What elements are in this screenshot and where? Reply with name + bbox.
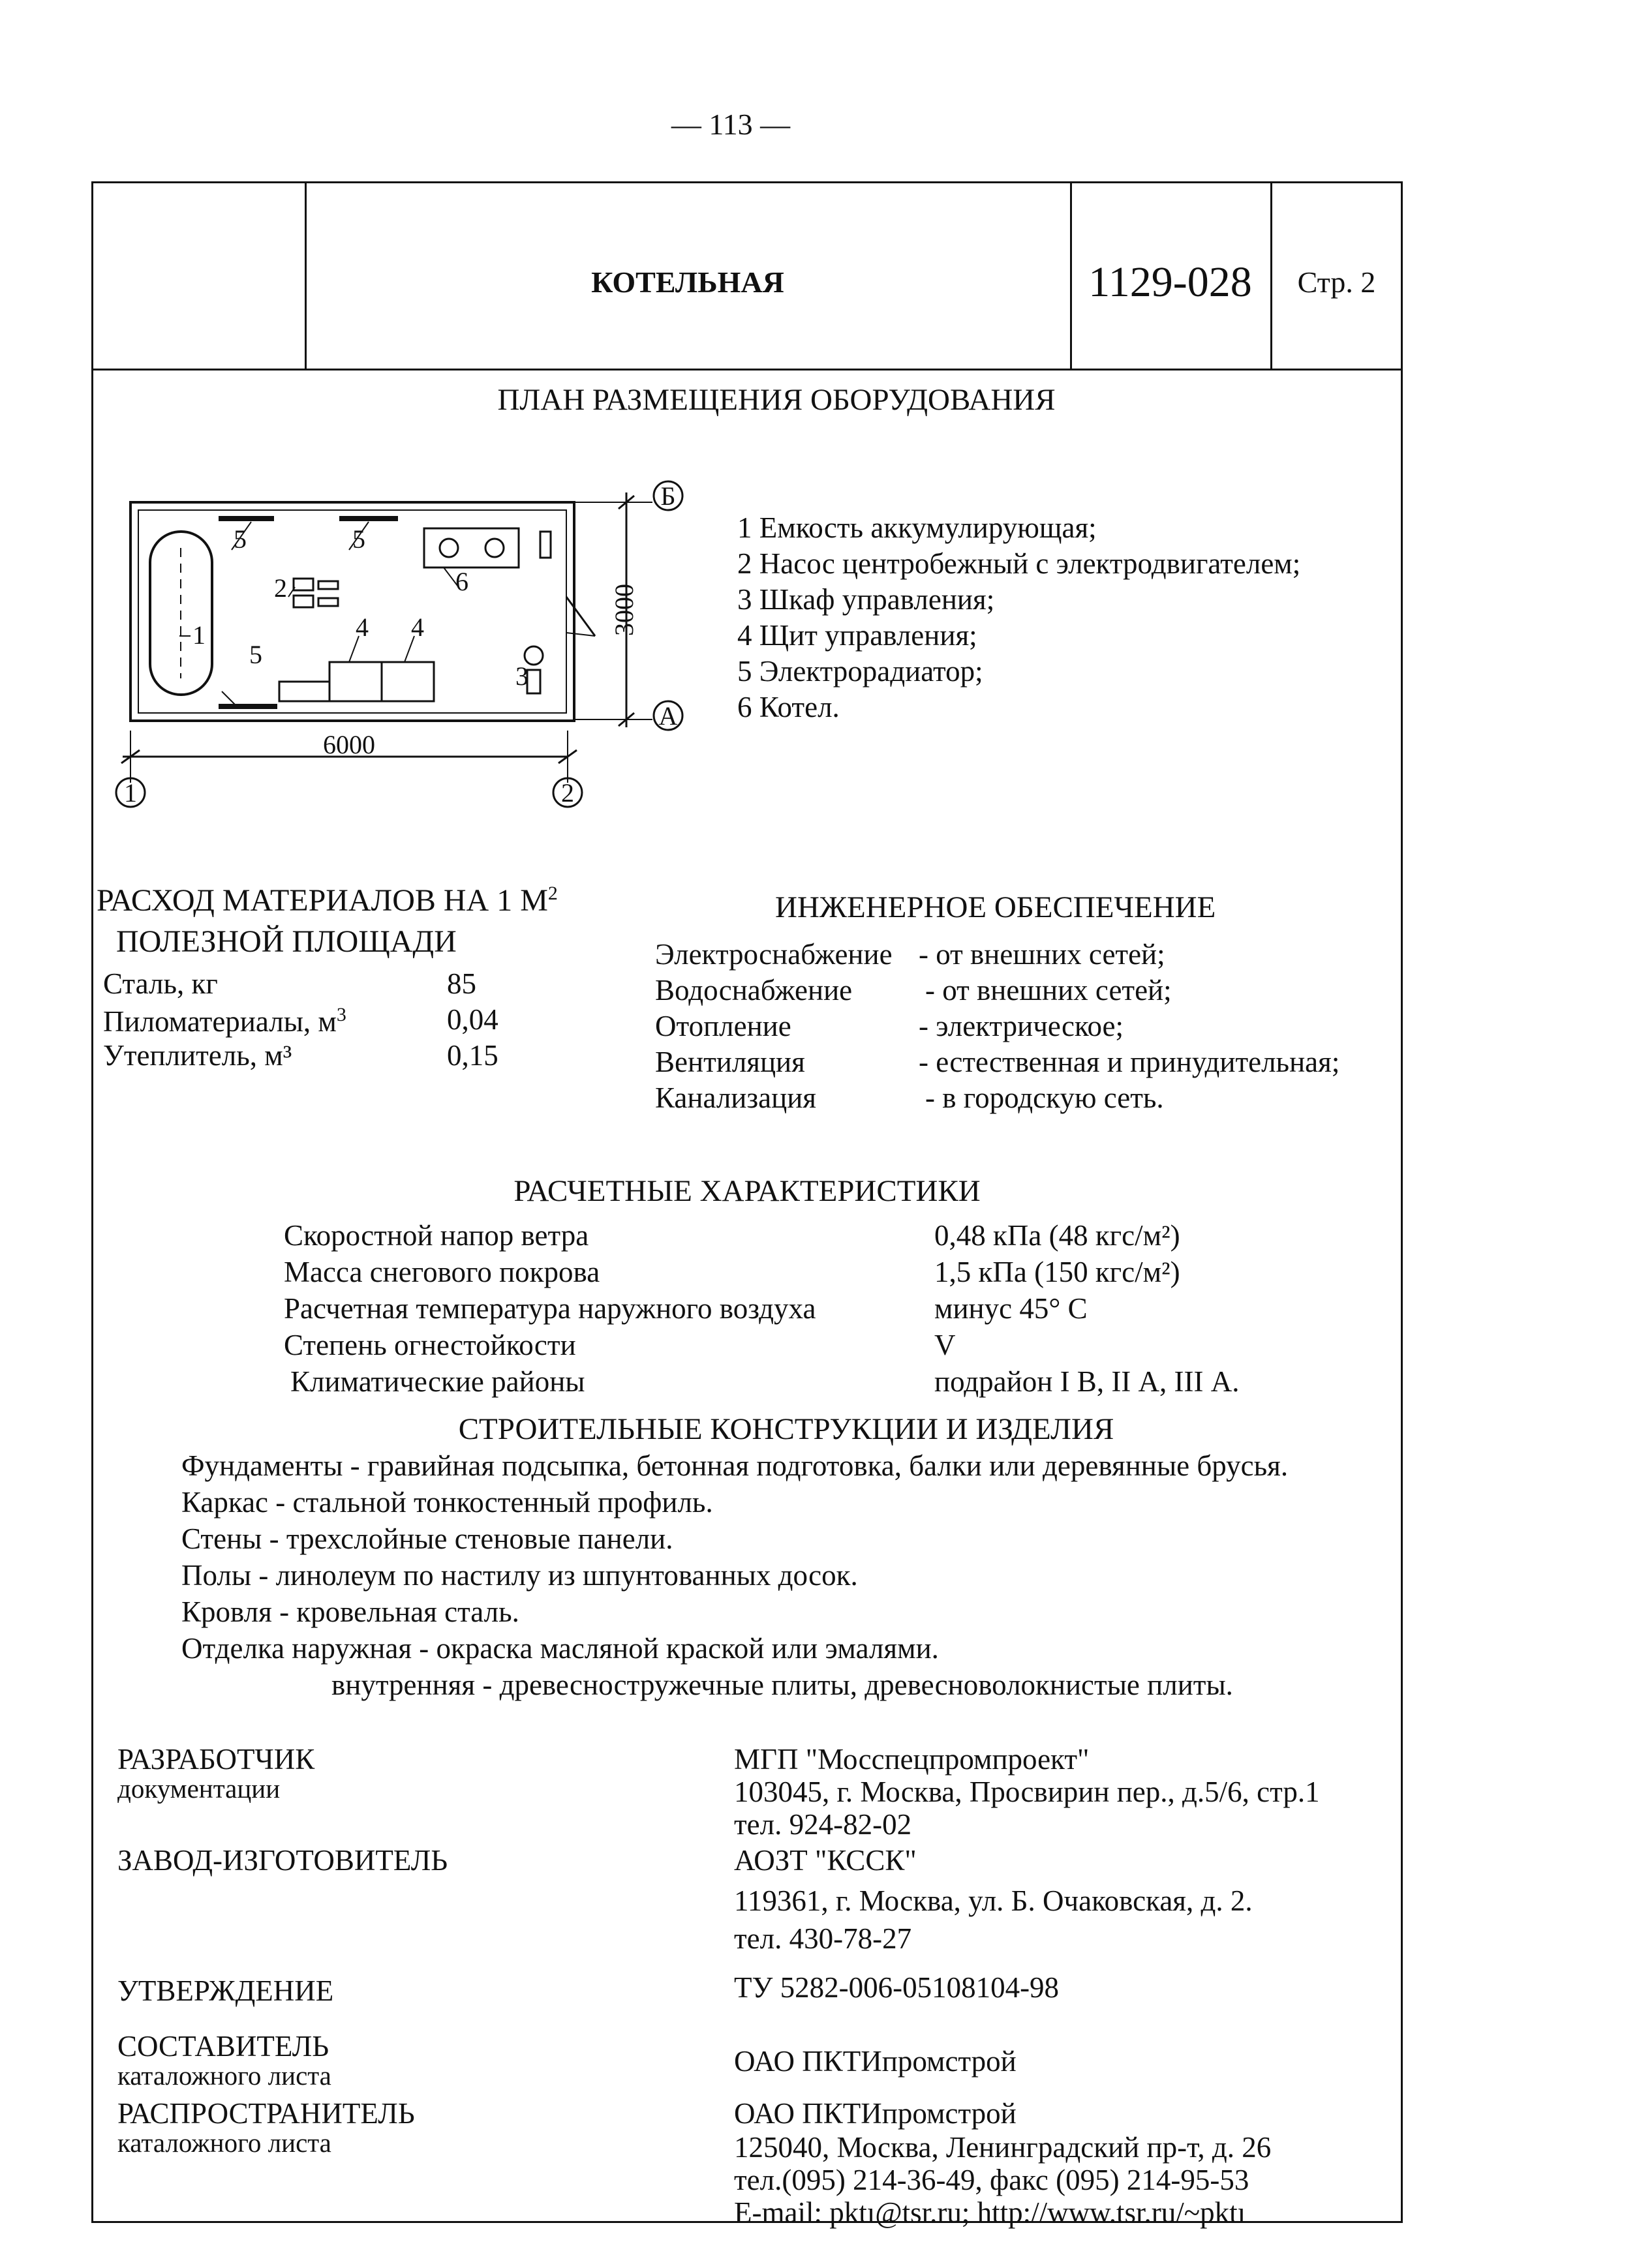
plan-heading: ПЛАН РАЗМЕЩЕНИЯ ОБОРУДОВАНИЯ xyxy=(497,383,1056,417)
engineering-value: - электрическое; xyxy=(919,1010,1124,1042)
engineering-heading: ИНЖЕНЕРНОЕ ОБЕСПЕЧЕНИЕ xyxy=(775,890,1216,924)
material-value: 0,04 xyxy=(447,1003,498,1036)
boiler-burner-2 xyxy=(485,539,504,557)
compiler-sublabel: каталожного листа xyxy=(117,2061,331,2091)
characteristic-name: Климатические районы xyxy=(290,1365,585,1398)
page-label: Стр. 2 xyxy=(1297,265,1376,299)
compiler-value: ОАО ПКТИпромстрой xyxy=(734,2045,1017,2078)
legend-item-2: 2 Насос центробежный с электродвигателем; xyxy=(737,547,1301,580)
characteristics-heading: РАСЧЕТНЫЕ ХАРАКТЕРИСТИКИ xyxy=(513,1174,981,1208)
material-name: Утеплитель, м³ xyxy=(103,1039,292,1072)
developer-sublabel: документации xyxy=(117,1774,281,1804)
engineering-name: Канализация xyxy=(655,1081,816,1114)
distributor-label: РАСПРОСТРАНИТЕЛЬ xyxy=(117,2097,415,2130)
dim-width-label: 3000 xyxy=(609,584,639,636)
distributor-address: 125040, Москва, Ленинградский пр-т, д. 26 xyxy=(734,2131,1272,2164)
construction-line: Полы - линолеум по настилу из шпунтованных досок. xyxy=(181,1559,858,1592)
distributor-sublabel: каталожного листа xyxy=(117,2128,331,2158)
developer-label: РАЗРАБОТЧИК xyxy=(117,1743,315,1776)
marker-5c: 5 xyxy=(249,640,262,669)
constructions-heading: СТРОИТЕЛЬНЫЕ КОНСТРУКЦИИ И ИЗДЕЛИЯ xyxy=(458,1412,1114,1446)
legend-item-6: 6 Котел. xyxy=(737,691,840,723)
construction-line: Отделка наружная - окраска масляной краской или эмалями. xyxy=(181,1632,939,1665)
page-number: — 113 — xyxy=(671,108,791,141)
engineering-name: Водоснабжение xyxy=(655,974,853,1006)
materials-heading-line2: ПОЛЕЗНОЙ ПЛОЩАДИ xyxy=(116,924,457,959)
construction-line: Фундаменты - гравийная подсыпка, бетонная подготовка, балки или деревянные брусья. xyxy=(181,1449,1289,1482)
floor-plan-drawing xyxy=(104,466,724,832)
marker-4b: 4 xyxy=(411,612,424,642)
characteristic-value: минус 45° С xyxy=(934,1292,1088,1325)
axis-label-1: 1 xyxy=(124,778,137,808)
material-name-sup: 3 xyxy=(336,1004,346,1025)
legend-item-1: 1 Емкость аккумулирующая; xyxy=(737,511,1097,544)
document-title: КОТЕЛЬНАЯ xyxy=(591,265,784,299)
marker-5b: 5 xyxy=(352,524,365,554)
characteristic-name: Степень огнестойкости xyxy=(284,1329,576,1361)
engineering-name: Вентиляция xyxy=(655,1046,805,1078)
control-panel-1 xyxy=(329,662,382,701)
material-value: 0,15 xyxy=(447,1039,498,1072)
engineering-value: - от внешних сетей; xyxy=(919,938,1165,971)
wall-unit xyxy=(540,532,551,558)
developer-address: 103045, г. Москва, Просвирин пер., д.5/6, стр.1 xyxy=(734,1776,1320,1808)
maker-label: ЗАВОД-ИЗГОТОВИТЕЛЬ xyxy=(117,1844,448,1877)
header-bottom-rule xyxy=(91,369,1403,370)
materials-heading-sup: 2 xyxy=(547,883,558,904)
materials-heading xyxy=(97,884,558,916)
axis-label-b: Б xyxy=(660,481,676,511)
cabinet-symbol xyxy=(527,670,540,693)
characteristic-value: подрайон I В, II А, III А. xyxy=(934,1365,1240,1398)
legend-item-5: 5 Электрорадиатор; xyxy=(737,655,983,688)
material-name xyxy=(103,1005,346,1036)
developer-name: МГП "Мосспецпромпроект" xyxy=(734,1743,1090,1776)
pump-1 xyxy=(294,579,313,590)
dim-length-label: 6000 xyxy=(323,730,375,759)
characteristic-name: Расчетная температура наружного воздуха xyxy=(284,1292,816,1325)
marker-2: 2 xyxy=(274,573,287,603)
material-name-text: Пиломатериалы, м xyxy=(103,1005,337,1038)
legend-item-3: 3 Шкаф управления; xyxy=(737,583,995,616)
characteristic-name: Скоростной напор ветра xyxy=(284,1219,589,1252)
distributor-name: ОАО ПКТИпромстрой xyxy=(734,2097,1017,2130)
marker-3: 3 xyxy=(515,661,528,691)
construction-line: Кровля - кровельная сталь. xyxy=(181,1595,519,1628)
marker-6: 6 xyxy=(455,567,468,596)
engineering-value: - в городскую сеть. xyxy=(925,1081,1164,1114)
maker-name: АОЗТ "КССК" xyxy=(734,1844,917,1877)
maker-phone: тел. 430-78-27 xyxy=(734,1922,912,1955)
compiler-label: СОСТАВИТЕЛЬ xyxy=(117,2030,329,2063)
maker-address: 119361, г. Москва, ул. Б. Очаковская, д. 2. xyxy=(734,1884,1253,1917)
engineering-value: - естественная и принудительная; xyxy=(919,1046,1340,1078)
characteristic-value: 0,48 кПа (48 кгс/м²) xyxy=(934,1219,1180,1252)
characteristic-value: V xyxy=(934,1329,956,1361)
control-panel-2 xyxy=(382,662,434,701)
construction-line: Стены - трехслойные стеновые панели. xyxy=(181,1522,673,1555)
material-name: Сталь, кг xyxy=(103,967,218,1000)
engineering-name: Электроснабжение xyxy=(655,938,893,971)
distributor-phone: тел.(095) 214-36-49, факс (095) 214-95-53 xyxy=(734,2164,1249,2196)
characteristic-value: 1,5 кПа (150 кгс/м²) xyxy=(934,1256,1180,1288)
marker-5a: 5 xyxy=(234,524,247,554)
document-code: 1129-028 xyxy=(1088,258,1252,306)
construction-line: внутренняя - древесностружечные плиты, древесноволокнистые плиты. xyxy=(331,1669,1233,1701)
approval-label: УТВЕРЖДЕНИЕ xyxy=(117,1974,334,2007)
pump-2 xyxy=(294,596,313,607)
developer-phone: тел. 924-82-02 xyxy=(734,1808,912,1841)
control-bench xyxy=(279,682,329,701)
materials-heading-text: РАСХОД МАТЕРИАЛОВ НА 1 М xyxy=(97,883,548,918)
engineering-name: Отопление xyxy=(655,1010,791,1042)
plan-door xyxy=(566,597,595,636)
construction-line: Каркас - стальной тонкостенный профиль. xyxy=(181,1486,713,1519)
marker-1: 1 xyxy=(192,620,206,650)
approval-value: ТУ 5282-006-05108104-98 xyxy=(734,1971,1060,2004)
axis-label-a: А xyxy=(658,701,678,731)
plan-door-leaf xyxy=(566,633,595,636)
pump-motor-1 xyxy=(318,581,338,589)
axis-label-2: 2 xyxy=(561,778,574,808)
pump-motor-2 xyxy=(318,598,338,606)
material-value: 85 xyxy=(447,967,476,1000)
characteristic-name: Масса снегового покрова xyxy=(284,1256,600,1288)
engineering-value: - от внешних сетей; xyxy=(925,974,1172,1006)
legend-item-4: 4 Щит управления; xyxy=(737,619,977,652)
marker-4a: 4 xyxy=(356,612,369,642)
boiler-burner-1 xyxy=(440,539,458,557)
distributor-web: E-mail: pktı@tsr.ru; http://www.tsr.ru/~pktı xyxy=(734,2196,1246,2229)
